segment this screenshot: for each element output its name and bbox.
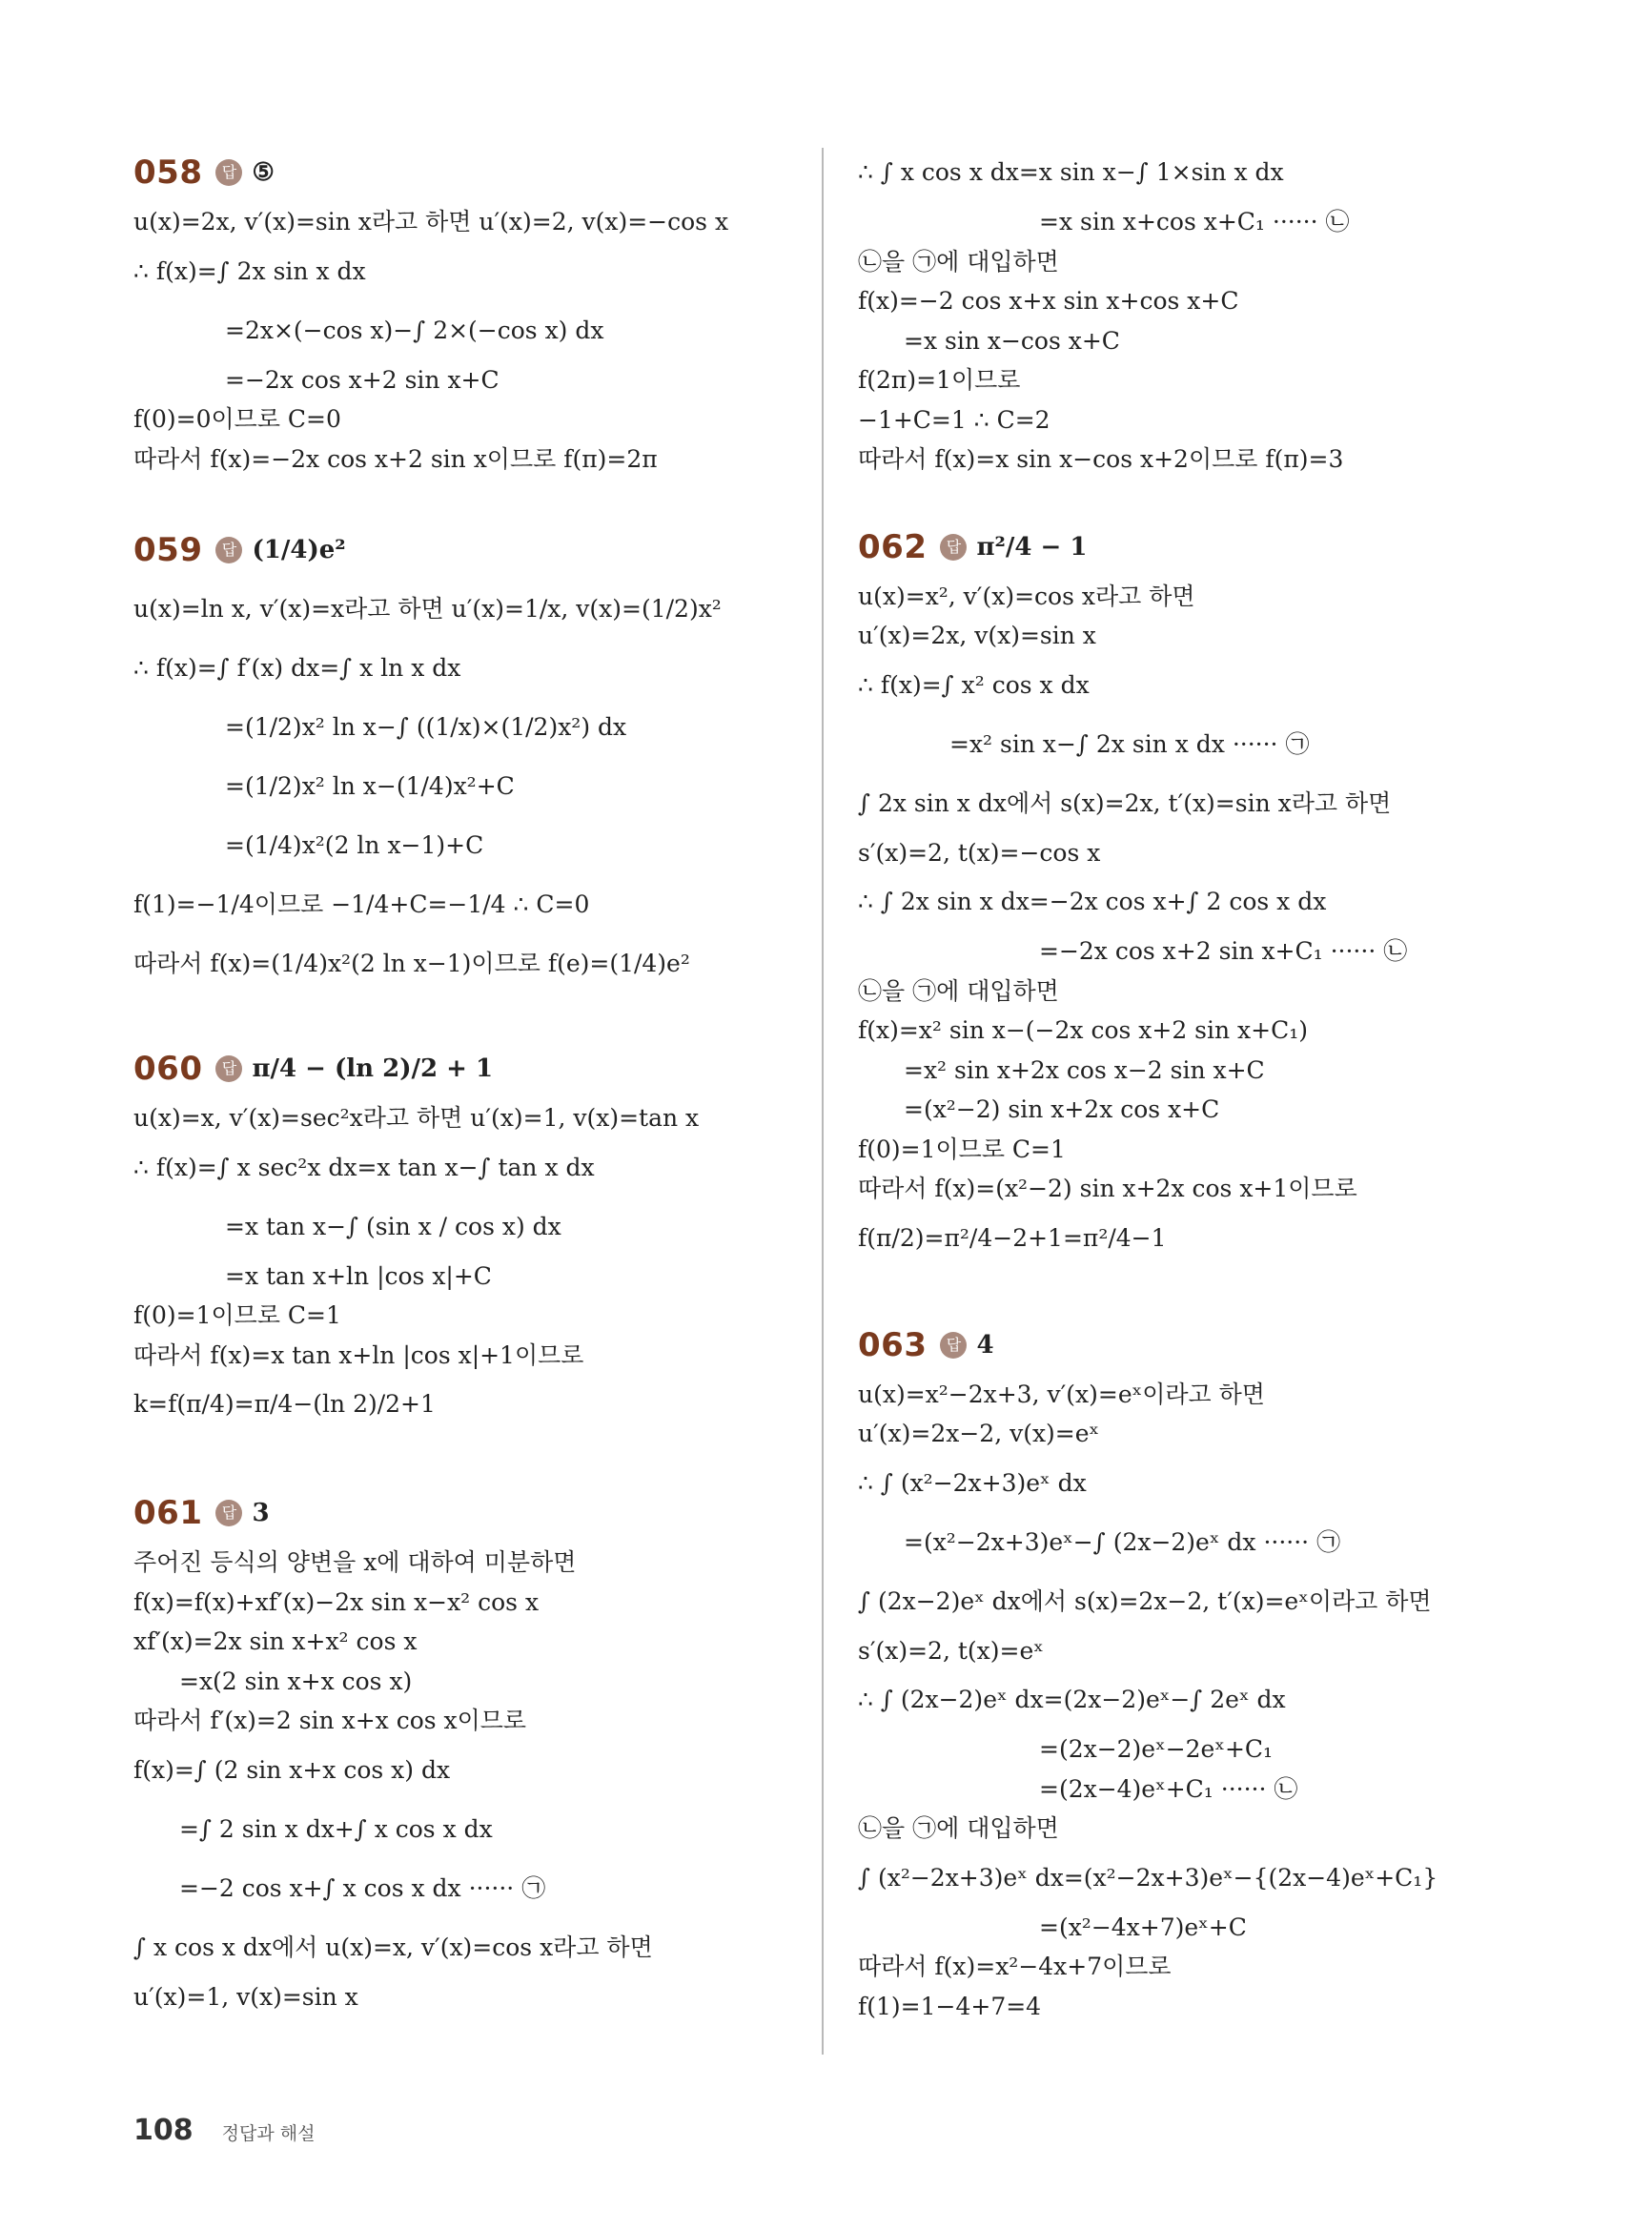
problem-header [133, 1039, 801, 1098]
solution-line: f(1)=−1/4이므로 −1/4+C=−1/4 ∴ C=0 [133, 890, 590, 918]
solution-line: ∴ ∫ (x²−2x+3)eˣ dx [858, 1468, 1087, 1497]
solution-line: ∫ (2x−2)eˣ dx에서 s(x)=2x−2, t′(x)=eˣ이라고 하면 [858, 1586, 1432, 1615]
solution-line: f(0)=1이므로 C=1 [858, 1135, 1066, 1163]
solution-line: ∴ f(x)=∫ x² cos x dx [858, 670, 1090, 699]
problem-header [133, 521, 801, 580]
answer-badge: 답 [215, 1500, 242, 1526]
solution-line: ∴ f(x)=∫ x sec²x dx=x tan x−∫ tan x dx [133, 1153, 595, 1181]
solution-line: =x tan x+ln |cos x|+C [225, 1261, 492, 1290]
answer-badge: 답 [215, 159, 242, 186]
solution-line: 따라서 f(x)=(x²−2) sin x+2x cos x+1이므로 [858, 1175, 1357, 1202]
solution-line: u(x)=ln x, v′(x)=x라고 하면 u′(x)=1/x, v(x)=(1/2)x² [133, 595, 722, 623]
solution-line: ㉡을 ㉠에 대입하면 [858, 1814, 1059, 1842]
solution-line: =(1/2)x² ln x−(1/4)x²+C [225, 772, 515, 800]
answer-value: π²/4 − 1 [976, 532, 1088, 562]
solution-line: =(x²−2x+3)eˣ−∫ (2x−2)eˣ dx ······ ㉠ [904, 1527, 1341, 1556]
solution-line: =x sin x−cos x+C [904, 326, 1120, 355]
solution-line: xf′(x)=2x sin x+x² cos x [133, 1627, 418, 1655]
column-divider [822, 148, 824, 2055]
section-gap [133, 479, 801, 521]
solution-line: =x² sin x−∫ 2x sin x dx ······ ㉠ [949, 729, 1310, 758]
problem-header [858, 518, 1525, 577]
problem-number: 062 [858, 527, 928, 566]
section-gap [133, 1434, 801, 1483]
answer-badge: 답 [215, 1055, 242, 1082]
solution-line: 따라서 f(x)=−2x cos x+2 sin x이므로 f(π)=2π [133, 444, 658, 473]
solution-line: f(2π)=1이므로 [858, 366, 1021, 394]
solution-line: =x sin x+cos x+C₁ ······ ㉡ [1039, 208, 1350, 235]
solution-line: f(x)=∫ (2 sin x+x cos x) dx [133, 1755, 451, 1784]
problem-header [133, 143, 801, 202]
problem-section [858, 1316, 1525, 2027]
solution-line: f(π/2)=π²/4−2+1=π²/4−1 [858, 1223, 1167, 1252]
problem-section [858, 143, 1525, 480]
answer-badge: 답 [215, 537, 242, 563]
solution-line: =(2x−2)eˣ−2eˣ+C₁ [1039, 1735, 1274, 1763]
problem-section [133, 1483, 801, 2016]
solution-line: =(1/4)x²(2 ln x−1)+C [225, 831, 484, 859]
solution-line: ㉡을 ㉠에 대입하면 [858, 976, 1059, 1005]
page-label: 정답과 해설 [221, 2123, 316, 2144]
problem-section [133, 1039, 801, 1434]
solution-line: =(1/2)x² ln x−∫ ((1/x)×(1/2)x²) dx [225, 713, 627, 741]
solution-line: u(x)=x²−2x+3, v′(x)=eˣ이라고 하면 [858, 1380, 1265, 1408]
solution-line: =(2x−4)eˣ+C₁ ······ ㉡ [1039, 1774, 1298, 1803]
solution-line: u(x)=2x, v′(x)=sin x라고 하면 u′(x)=2, v(x)=−cos x [133, 208, 729, 235]
solution-line: 주어진 등식의 양변을 x에 대하여 미분하면 [133, 1548, 577, 1576]
problem-number: 061 [133, 1494, 203, 1532]
solution-line: u(x)=x², v′(x)=cos x라고 하면 [858, 582, 1195, 610]
solution-line: f(x)=f(x)+xf′(x)−2x sin x−x² cos x [133, 1587, 540, 1616]
problem-number: 063 [858, 1325, 928, 1364]
solution-line: ∴ f(x)=∫ f′(x) dx=∫ x ln x dx [133, 654, 461, 682]
solution-line: f(x)=x² sin x−(−2x cos x+2 sin x+C₁) [858, 1016, 1308, 1044]
solution-line: s′(x)=2, t(x)=−cos x [858, 838, 1101, 867]
answer-badge: 답 [940, 534, 967, 561]
problem-header [858, 1316, 1525, 1375]
solution-line: =−2 cos x+∫ x cos x dx ······ ㉠ [179, 1873, 546, 1902]
problem-section [133, 143, 801, 479]
solution-line: f(x)=−2 cos x+x sin x+cos x+C [858, 287, 1239, 315]
answer-value: (1/4)e² [252, 536, 346, 564]
solution-line: −1+C=1 ∴ C=2 [858, 405, 1050, 434]
solution-line: u(x)=x, v′(x)=sec²x라고 하면 u′(x)=1, v(x)=tan x [133, 1104, 700, 1132]
solution-line: ∴ ∫ 2x sin x dx=−2x cos x+∫ 2 cos x dx [858, 888, 1327, 915]
answer-value: 4 [976, 1330, 994, 1360]
answer-value: 3 [252, 1499, 270, 1527]
solution-line: =x(2 sin x+x cos x) [179, 1667, 413, 1695]
solution-line: s′(x)=2, t(x)=eˣ [858, 1636, 1044, 1665]
section-gap [133, 993, 801, 1039]
problem-number: 058 [133, 153, 203, 192]
solution-line: ∫ 2x sin x dx에서 s(x)=2x, t′(x)=sin x라고 하면 [858, 788, 1392, 817]
solution-line: k=f(π/4)=π/4−(ln 2)/2+1 [133, 1390, 436, 1418]
solution-line: ∫ (x²−2x+3)eˣ dx=(x²−2x+3)eˣ−{(2x−4)eˣ+C₁} [858, 1863, 1438, 1892]
section-gap [858, 480, 1525, 518]
solution-line: ㉡을 ㉠에 대입하면 [858, 247, 1059, 276]
left-column [133, 143, 801, 2016]
solution-line: =x² sin x+2x cos x−2 sin x+C [904, 1055, 1265, 1084]
solution-line: u′(x)=1, v(x)=sin x [133, 1982, 358, 2011]
solution-line: =(x²−4x+7)eˣ+C [1039, 1913, 1247, 1941]
answer-value: π/4 − (ln 2)/2 + 1 [252, 1054, 494, 1083]
problem-number: 059 [133, 531, 203, 569]
solution-line: ∴ ∫ x cos x dx=x sin x−∫ 1×sin x dx [858, 158, 1284, 186]
solution-line: =−2x cos x+2 sin x+C [225, 365, 500, 394]
solution-line: 따라서 f(x)=x sin x−cos x+2이므로 f(π)=3 [858, 445, 1344, 473]
solution-line: u′(x)=2x, v(x)=sin x [858, 622, 1096, 649]
problem-section [133, 521, 801, 993]
solution-line: ∴ f(x)=∫ 2x sin x dx [133, 256, 366, 285]
right-column [858, 143, 1525, 2026]
problem-header [133, 1483, 801, 1543]
solution-line: =(x²−2) sin x+2x cos x+C [904, 1095, 1220, 1123]
solution-line: u′(x)=2x−2, v(x)=eˣ [858, 1420, 1100, 1447]
page-number: 108 [133, 2114, 194, 2147]
answer-badge: 답 [940, 1332, 967, 1359]
solution-line: ∴ ∫ (2x−2)eˣ dx=(2x−2)eˣ−∫ 2eˣ dx [858, 1686, 1286, 1713]
problem-section [858, 518, 1525, 1268]
solution-line: =2x×(−cos x)−∫ 2×(−cos x) dx [225, 316, 604, 344]
answer-value: ⑤ [252, 158, 275, 187]
solution-line: f(0)=0이므로 C=0 [133, 405, 341, 433]
page-footer [133, 2114, 315, 2147]
solution-line: f(0)=1이므로 C=1 [133, 1301, 341, 1329]
solution-line: 따라서 f(x)=x tan x+ln |cos x|+1이므로 [133, 1340, 584, 1369]
solution-line: 따라서 f(x)=(1/4)x²(2 ln x−1)이므로 f(e)=(1/4)e² [133, 950, 690, 977]
solution-line: ∫ x cos x dx에서 u(x)=x, v′(x)=cos x라고 하면 [133, 1933, 653, 1961]
solution-line: 따라서 f(x)=x²−4x+7이므로 [858, 1953, 1172, 1980]
solution-line: =∫ 2 sin x dx+∫ x cos x dx [179, 1814, 493, 1843]
solution-line: =x tan x−∫ (sin x / cos x) dx [225, 1212, 561, 1240]
solution-line: f(1)=1−4+7=4 [858, 1992, 1042, 2020]
problem-number: 060 [133, 1050, 203, 1088]
section-gap [858, 1268, 1525, 1316]
solution-line: =−2x cos x+2 sin x+C₁ ······ ㉡ [1039, 937, 1408, 965]
solution-line: 따라서 f′(x)=2 sin x+x cos x이므로 [133, 1707, 527, 1734]
